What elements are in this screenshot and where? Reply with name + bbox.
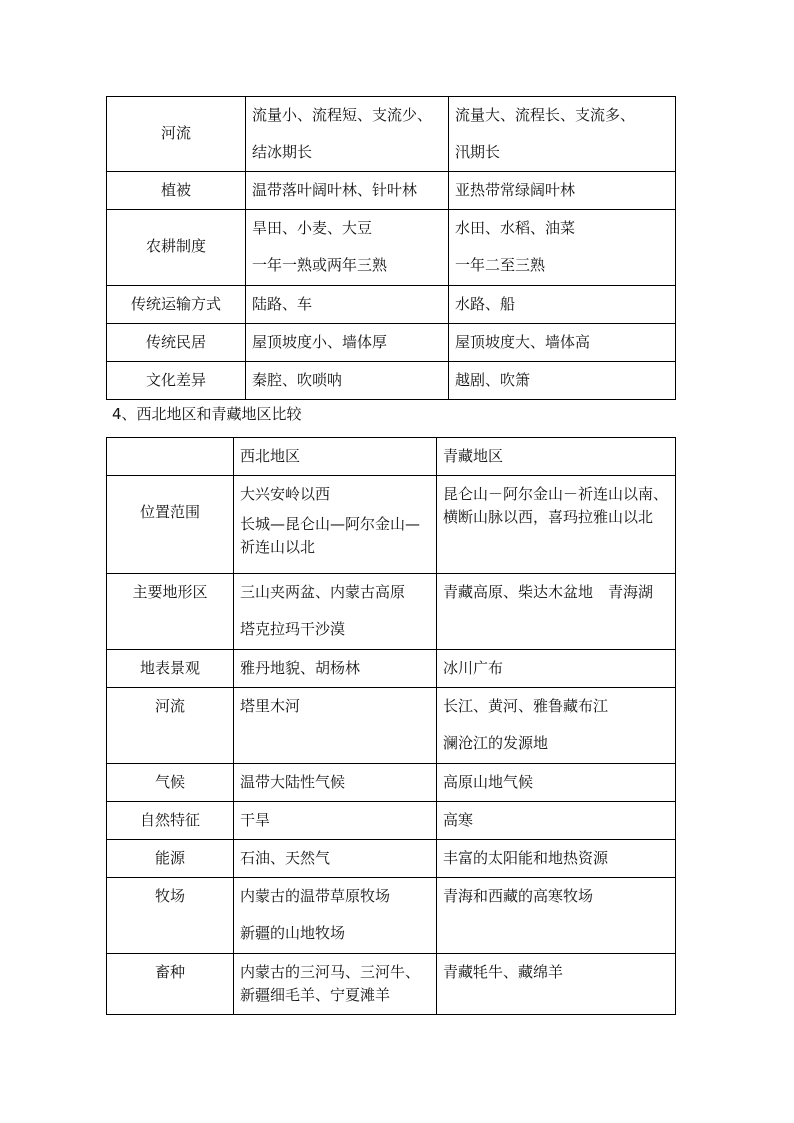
table-header-row [107,438,676,476]
row-label: 自然特征 [107,802,234,840]
table-cell: 干旱 [234,802,437,840]
table-row [107,688,676,764]
row-label: 主要地形区 [107,574,234,650]
table-cell: 青藏牦牛、藏绵羊 [437,954,676,1015]
table-cell: 高原山地气候 [437,764,676,802]
table-cell: 石油、天然气 [234,840,437,878]
row-label: 传统民居 [107,324,246,362]
table-row [107,802,676,840]
table-cell: 水路、船 [449,286,676,324]
header-blank-cell [107,438,234,476]
table-cell: 丰富的太阳能和地热资源 [437,840,676,878]
table-row [107,210,676,286]
table-cell: 水田、水稻、油菜 一年二至三熟 [449,210,676,286]
table-row [107,286,676,324]
table-cell: 温带落叶阔叶林、针叶林 [246,172,449,210]
table-cell: 青藏高原、柴达木盆地 青海湖 [437,574,676,650]
table-cell: 屋顶坡度大、墙体高 [449,324,676,362]
table-row [107,97,676,172]
table-cell: 内蒙古的三河马、三河牛、新疆细毛羊、宁夏滩羊 [234,954,437,1015]
table-row [107,172,676,210]
table-cell: 内蒙古的温带草原牧场 新疆的山地牧场 [234,878,437,954]
table-cell: 塔里木河 [234,688,437,764]
table-cell: 长江、黄河、雅鲁藏布江 澜沧江的发源地 [437,688,676,764]
table-row [107,476,676,574]
section-caption: 4、西北地区和青藏地区比较 [112,405,302,423]
column-header: 西北地区 [234,438,437,476]
table-row [107,764,676,802]
table-cell: 亚热带常绿阔叶林 [449,172,676,210]
comparison-table-northwest-qingzang [106,437,676,1015]
table-cell: 雅丹地貌、胡杨林 [234,650,437,688]
comparison-table-north-south [106,96,676,400]
row-label: 能源 [107,840,234,878]
row-label: 气候 [107,764,234,802]
table-row [107,362,676,400]
row-label: 传统运输方式 [107,286,246,324]
table-cell: 流量大、流程长、支流多、 汛期长 [449,97,676,172]
table-cell: 陆路、车 [246,286,449,324]
row-label: 牧场 [107,878,234,954]
table-row [107,878,676,954]
row-label: 位置范围 [107,476,234,574]
row-label: 植被 [107,172,246,210]
row-label: 文化差异 [107,362,246,400]
row-label: 畜种 [107,954,234,1015]
table-cell: 温带大陆性气候 [234,764,437,802]
table-cell: 屋顶坡度小、墙体厚 [246,324,449,362]
table-cell: 三山夹两盆、内蒙古高原 塔克拉玛干沙漠 [234,574,437,650]
table-row [107,650,676,688]
table-cell: 越剧、吹箫 [449,362,676,400]
table-cell: 旱田、小麦、大豆 一年一熟或两年三熟 [246,210,449,286]
table-row [107,954,676,1015]
table-cell: 流量小、流程短、支流少、 结冰期长 [246,97,449,172]
table-row [107,840,676,878]
row-label: 河流 [107,688,234,764]
table-cell: 昆仑山－阿尔金山－祈连山以南、横断山脉以西，喜玛拉雅山以北 [437,476,676,574]
table-row [107,324,676,362]
table-cell: 冰川广布 [437,650,676,688]
row-label: 农耕制度 [107,210,246,286]
table-row [107,574,676,650]
table-cell: 秦腔、吹唢呐 [246,362,449,400]
table-cell: 高寒 [437,802,676,840]
row-label: 河流 [107,97,246,172]
table-cell: 大兴安岭以西 长城—昆仑山—阿尔金山—祈连山以北 [234,476,437,574]
row-label: 地表景观 [107,650,234,688]
column-header: 青藏地区 [437,438,676,476]
table-cell: 青海和西藏的高寒牧场 [437,878,676,954]
